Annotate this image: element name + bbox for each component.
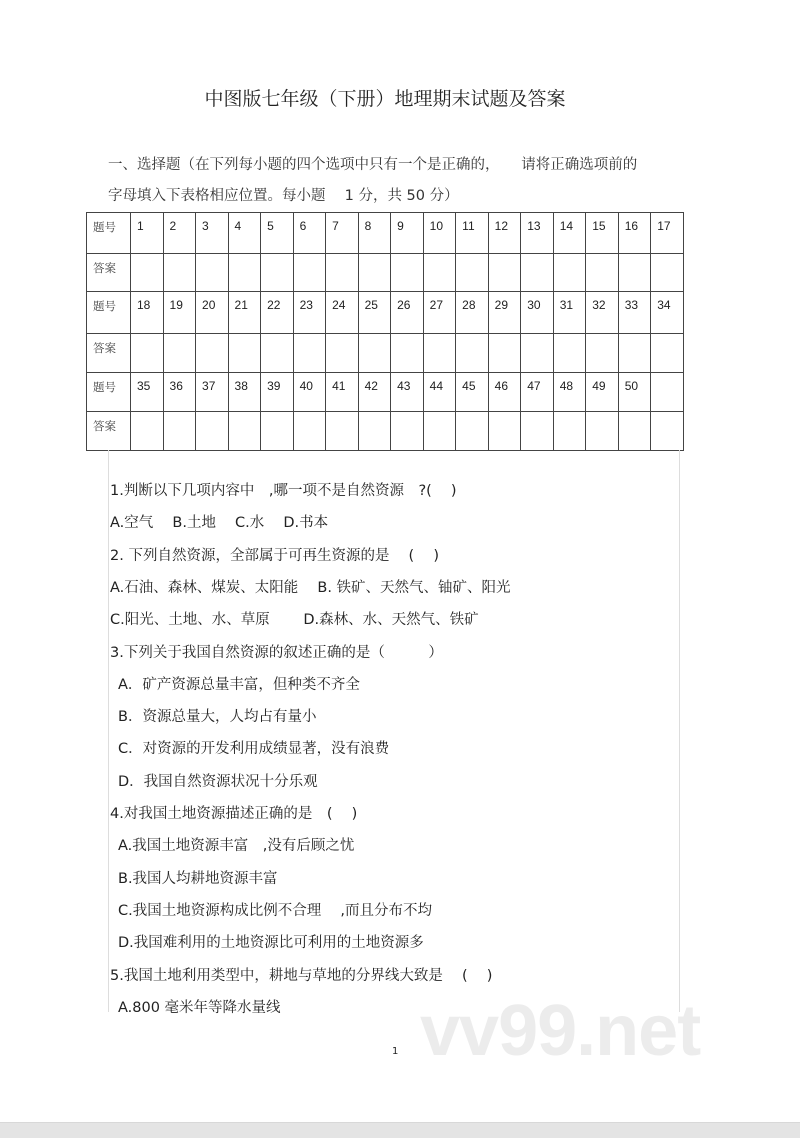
answer-option: B．资源总量大，人均占有量小 [118,709,317,726]
answer-cell[interactable] [586,254,619,292]
question-number-cell: 11 [456,213,489,254]
answer-cell[interactable] [196,334,229,373]
answer-option: D.我国难利用的土地资源比可利用的土地资源多 [118,935,424,952]
answer-cell[interactable] [553,254,586,292]
answer-cell[interactable] [456,412,489,451]
answer-cell[interactable] [358,334,391,373]
answer-cell[interactable] [651,334,684,373]
question-number-cell: 2 [163,213,196,254]
answer-cell[interactable] [131,412,164,451]
answer-cell[interactable] [163,412,196,451]
question-number-cell: 5 [261,213,294,254]
answer-cell[interactable] [651,412,684,451]
question-number-cell: 19 [163,292,196,334]
answer-cell[interactable] [651,254,684,292]
answer-cell[interactable] [391,412,424,451]
question-number-cell: 22 [261,292,294,334]
answer-cell[interactable] [521,254,554,292]
row-label: 答案 [87,412,131,451]
question-number-cell: 13 [521,213,554,254]
answer-cell[interactable] [423,334,456,373]
answer-option: D．我国自然资源状况十分乐观 [118,773,318,790]
question-number-cell: 27 [423,292,456,334]
question-number-cell: 41 [326,373,359,412]
answer-cell[interactable] [131,334,164,373]
answer-cell[interactable] [456,254,489,292]
answer-cell[interactable] [618,334,651,373]
question-number-cell: 14 [553,213,586,254]
question-number-cell: 16 [618,213,651,254]
answer-cell[interactable] [586,334,619,373]
question-number-cell: 26 [391,292,424,334]
answer-grid [86,212,684,451]
row-label: 题号 [87,292,131,334]
row-label: 答案 [87,334,131,373]
question-number-cell: 36 [163,373,196,412]
question-number-cell: 33 [618,292,651,334]
question-number-cell: 3 [196,213,229,254]
answer-cell[interactable] [293,412,326,451]
section-instruction-line-1: 一、选择题（在下列每小题的四个选项中只有一个是正确的， 请将正确选项前的 [108,157,638,173]
document-title: 中图版七年级（下册）地理期末试题及答案 [204,88,566,110]
answer-cell[interactable] [261,254,294,292]
answer-cell[interactable] [358,412,391,451]
answer-cell[interactable] [358,254,391,292]
answer-cell[interactable] [228,254,261,292]
question-number-cell: 45 [456,373,489,412]
answer-cell[interactable] [423,254,456,292]
question-number-cell: 30 [521,292,554,334]
question-number-cell: 20 [196,292,229,334]
question-number-cell: 18 [131,292,164,334]
answer-cell[interactable] [196,254,229,292]
question-line: 3.下列关于我国自然资源的叙述正确的是（ ） [110,644,443,661]
answer-option: C．对资源的开发利用成绩显著，没有浪费 [118,741,390,758]
answer-cell[interactable] [456,334,489,373]
question-number-row [87,292,684,334]
question-number-cell: 1 [131,213,164,254]
row-label: 题号 [87,213,131,254]
question-number-cell: 7 [326,213,359,254]
question-number-cell: 49 [586,373,619,412]
answer-cell[interactable] [326,334,359,373]
question-number-cell: 34 [651,292,684,334]
question-number-cell: 10 [423,213,456,254]
answer-cell[interactable] [391,334,424,373]
answer-option: B.我国人均耕地资源丰富 [118,870,278,887]
question-number-cell: 12 [488,213,521,254]
question-number-cell: 31 [553,292,586,334]
answer-cell[interactable] [618,254,651,292]
answer-cell[interactable] [293,334,326,373]
question-number-cell: 50 [618,373,651,412]
answer-cell[interactable] [261,334,294,373]
section-instruction-line-2: 字母填入下表格相应位置。每小题 1 分，共 50 分） [108,188,459,204]
question-number-cell [651,373,684,412]
question-number-cell: 15 [586,213,619,254]
question-number-cell: 39 [261,373,294,412]
answer-cell[interactable] [521,412,554,451]
row-label: 题号 [87,373,131,412]
question-number-cell: 46 [488,373,521,412]
question-number-cell: 40 [293,373,326,412]
answer-cell[interactable] [293,254,326,292]
question-line: A.空气 B.土地 C.水 D.书本 [110,515,329,532]
viewer-bottom-bar [0,1122,800,1138]
question-number-cell: 21 [228,292,261,334]
questions-box [108,450,680,1012]
question-number-cell: 42 [358,373,391,412]
answer-cell[interactable] [488,412,521,451]
answer-cell[interactable] [553,334,586,373]
question-number-cell: 43 [391,373,424,412]
question-line: 1.判断以下几项内容中 ,哪一项不是自然资源 ?( ) [110,483,457,499]
answer-cell[interactable] [488,254,521,292]
answer-row [87,254,684,292]
question-number-cell: 32 [586,292,619,334]
question-number-cell: 28 [456,292,489,334]
watermark: vv99.net [420,991,701,1071]
answer-cell[interactable] [553,412,586,451]
question-number-cell: 4 [228,213,261,254]
answer-cell[interactable] [488,334,521,373]
answer-cell[interactable] [228,334,261,373]
question-number-cell: 44 [423,373,456,412]
answer-cell[interactable] [163,254,196,292]
question-number-cell: 9 [391,213,424,254]
answer-cell[interactable] [131,254,164,292]
answer-cell[interactable] [228,412,261,451]
answer-option: C.我国土地资源构成比例不合理 ,而且分布不均 [118,902,432,919]
question-number-cell: 23 [293,292,326,334]
question-number-row [87,213,684,254]
question-number-cell: 38 [228,373,261,412]
answer-row [87,334,684,373]
answer-option: A.800 毫米年等降水量线 [118,999,281,1016]
answer-cell[interactable] [326,254,359,292]
answer-cell[interactable] [423,412,456,451]
question-line: 4.对我国土地资源描述正确的是 ( ) [110,806,358,822]
answer-cell[interactable] [261,412,294,451]
question-number-cell: 8 [358,213,391,254]
question-number-cell: 25 [358,292,391,334]
question-line: A.石油、森林、煤炭、太阳能 B. 铁矿、天然气、铀矿、阳光 [110,579,511,596]
answer-row [87,412,684,451]
answer-cell[interactable] [326,412,359,451]
question-line: 5.我国土地利用类型中，耕地与草地的分界线大致是 ( ) [110,967,493,984]
question-number-cell: 48 [553,373,586,412]
question-line: C.阳光、土地、水、草原 D.森林、水、天然气、铁矿 [110,612,479,629]
question-number-row [87,373,684,412]
row-label: 答案 [87,254,131,292]
question-number-cell: 29 [488,292,521,334]
page-number: 1 [392,1046,399,1057]
answer-option: A．矿产资源总量丰富，但种类不齐全 [118,676,360,693]
answer-cell[interactable] [618,412,651,451]
question-number-cell: 6 [293,213,326,254]
answer-cell[interactable] [521,334,554,373]
answer-cell[interactable] [196,412,229,451]
question-number-cell: 37 [196,373,229,412]
question-number-cell: 35 [131,373,164,412]
answer-cell[interactable] [163,334,196,373]
question-number-cell: 47 [521,373,554,412]
answer-cell[interactable] [391,254,424,292]
answer-option: A.我国土地资源丰富 ,没有后顾之忧 [118,838,355,855]
question-number-cell: 24 [326,292,359,334]
question-number-cell: 17 [651,213,684,254]
answer-cell[interactable] [586,412,619,451]
question-line: 2. 下列自然资源，全部属于可再生资源的是 ( ) [110,547,439,564]
